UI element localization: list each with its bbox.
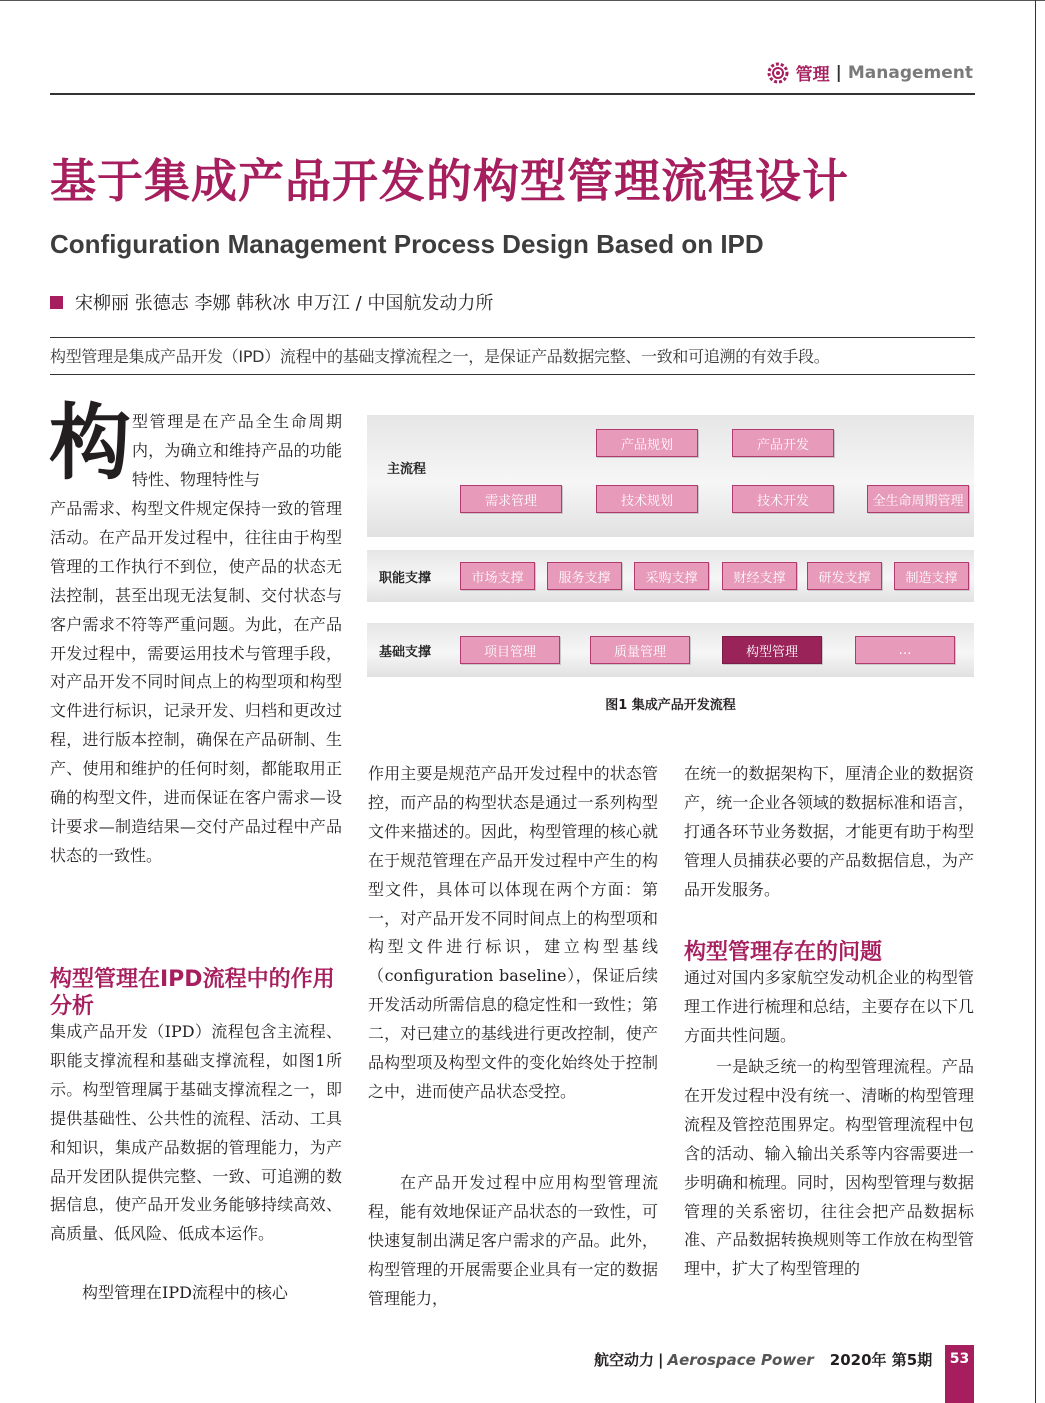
page-number: 53 [945, 1345, 974, 1403]
band-label-main: 主流程 [387, 462, 427, 477]
support-box: 采购支撑 [634, 562, 709, 590]
band-label-base: 基础支撑 [379, 645, 432, 660]
top-rule [0, 0, 1045, 1]
abstract: 构型管理是集成产品开发（IPD）流程中的基础支撑流程之一，是保证产品数据完整、一致和可追溯的有效手段。 [50, 347, 830, 366]
base-box-highlighted: 构型管理 [722, 636, 822, 664]
base-box: … [855, 636, 955, 664]
process-box: 产品开发 [732, 429, 834, 457]
process-box: 技术开发 [732, 485, 834, 513]
author-line [50, 289, 493, 315]
base-box: 质量管理 [590, 636, 690, 664]
body-paragraph: 构型管理在IPD流程中的核心 [82, 1283, 288, 1302]
support-box: 制造支撑 [894, 562, 969, 590]
support-box: 研发支撑 [807, 562, 882, 590]
article-title-cn: 基于集成产品开发的构型管理流程设计 [50, 154, 849, 208]
drop-cap: 构 [49, 395, 132, 491]
abstract-rule-top [50, 337, 975, 338]
page-edge [1035, 0, 1036, 1403]
figure-caption: 图1 集成产品开发流程 [605, 698, 736, 713]
issue-number: 2020年 第5期 [829, 1351, 933, 1369]
process-box: 产品规划 [596, 429, 698, 457]
gear-icon [766, 61, 790, 85]
journal-name-cn: 航空动力 [594, 1351, 655, 1369]
body-paragraph: 一是缺乏统一的构型管理流程。产品在开发过程中没有统一、清晰的构型管理流程及管控范围界定。构型管理流程中包含的活动、输入输出关系等内容需要进一步明确和梳理。同时，因构型管理与数据管理的关系密切，往往会把产品数据标准、产品数据转换规则等工作放在构型管理中，扩大了构型管理的 [684, 1057, 974, 1279]
section-name-en: Management [847, 62, 973, 83]
support-box: 财经支撑 [722, 562, 797, 590]
process-box: 技术规划 [596, 485, 698, 513]
figure-ipd-process [367, 415, 974, 680]
process-box: 全生命周期管理 [867, 485, 969, 513]
body-paragraph: 集成产品开发（IPD）流程包含主流程、职能支撑流程和基础支撑流程，如图1所示。构型管理属于基础支撑流程之一，即提供基础性、公共性的流程、活动、工具和知识，集成产品数据的管理能力，为产品开发团队提供完整、一致、可追溯的数据信息，使产品开发业务能够持续高效、高质量、低风险、低成本运作。 [50, 1022, 342, 1244]
support-box: 服务支撑 [547, 562, 622, 590]
body-paragraph: 产品需求、构型文件规定保持一致的管理活动。在产品开发过程中，往往由于构型管理的工作执行不到位，使产品的状态无法控制，甚至出现无法复制、交付状态与客户需求不符等严重问题。为此，在产品开发过程中，需要运用技术与管理手段，对产品开发不同时间点上的构型项和构型文件进行标识，记录开发、归档和更改过程，进行版本控制，确保在产品研制、生产、使用和维护的任何时刻，都能取用正确的构型文件，进而保证在客户需求—设计要求—制造结果—交付产品过程中产品状态的一致性。 [50, 499, 342, 865]
section-header [766, 60, 973, 85]
section-heading: 构型管理存在的问题 [684, 940, 883, 965]
section-name-cn: 管理 [795, 65, 830, 85]
author-names: 宋柳丽 张德志 李娜 韩秋冰 申万江 / 中国航发动力所 [75, 293, 494, 314]
article-title-en: Configuration Management Process Design Based on IPD [50, 229, 764, 259]
body-paragraph: 通过对国内多家航空发动机企业的构型管理工作进行梳理和总结，主要存在以下几方面共性问题。 [684, 968, 974, 1045]
body-paragraph: 在产品开发过程中应用构型管理流程，能有效地保证产品状态的一致性，可快速复制出满足客户需求的产品。此外，构型管理的开展需要企业具有一定的数据管理能力， [368, 1173, 658, 1308]
body-paragraph: 在统一的数据架构下，厘清企业的数据资产，统一企业各领域的数据标准和语言，打通各环节业务数据，才能更有助于构型管理人员捕获必要的产品数据信息，为产品开发服务。 [684, 764, 974, 899]
support-box: 市场支撑 [460, 562, 535, 590]
section-separator: | [835, 62, 842, 83]
journal-name-en: Aerospace Power [667, 1350, 814, 1369]
section-heading: 构型管理在IPD流程中的作用分析 [50, 967, 335, 1019]
band-label-functional: 职能支撑 [379, 571, 432, 586]
base-box: 项目管理 [460, 636, 560, 664]
process-box: 需求管理 [460, 485, 562, 513]
lead-paragraph: 型管理是在产品全生命周期内，为确立和维持产品的功能特性、物理特性与 [132, 412, 342, 489]
footer-separator: | [658, 1350, 664, 1369]
abstract-rule-bottom [50, 374, 975, 375]
body-paragraph: 作用主要是规范产品开发过程中的状态管控，而产品的构型状态是通过一系列构型文件来描述的。因此，构型管理的核心就在于规范管理在产品开发过程中产生的构型文件，具体可以体现在两个方面：第一，对产品开发不同时间点上的构型项和构型文件进行标识，建立构型基线（configuration baseline），保证后续开发活动所需信息的稳定性和一致性；第二，对已建立的基线进行更改控制，使产品构型项及构型文件的变化始终处于控制之中，进而使产品状态受控。 [368, 764, 658, 1101]
journal-footer [594, 1349, 932, 1370]
header-rule [50, 93, 975, 95]
square-bullet-icon [50, 296, 63, 309]
